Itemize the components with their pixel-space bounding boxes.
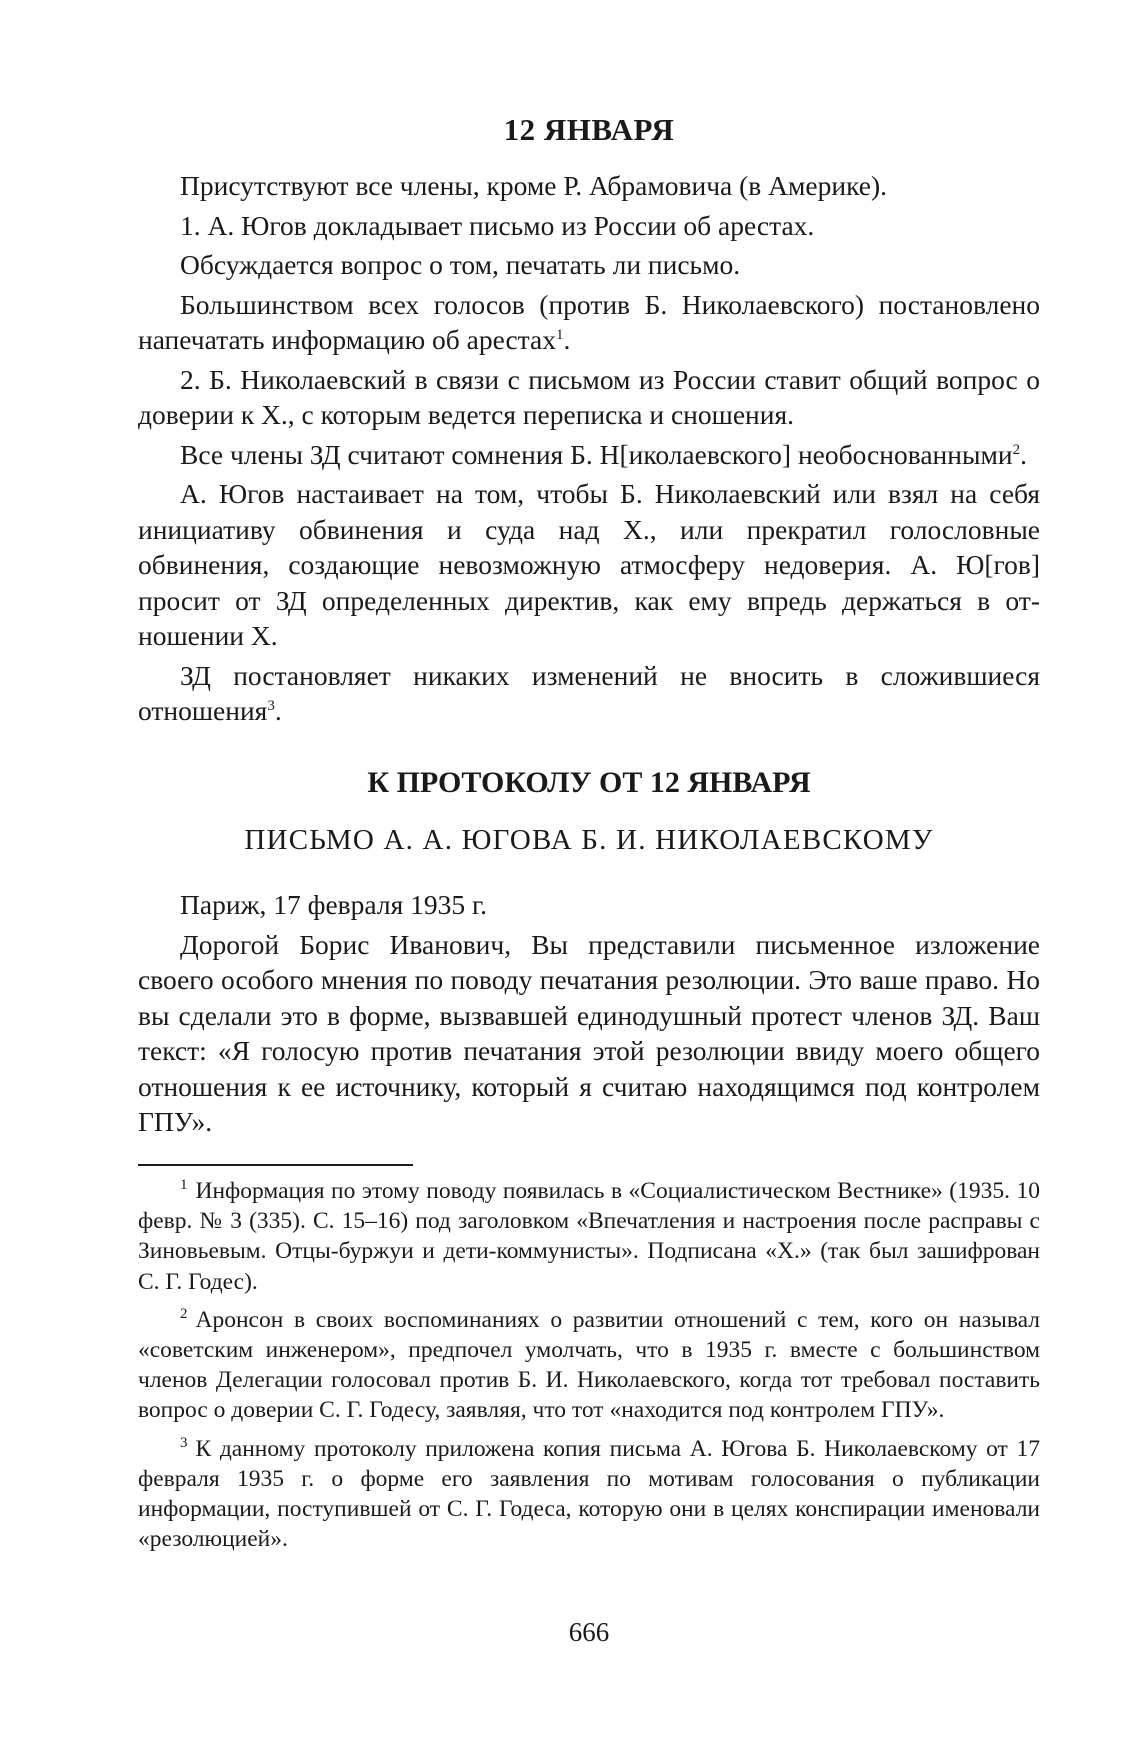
letter-dateline: Париж, 17 февраля 1935 г. (180, 889, 488, 920)
footnote-text: Аронсон в своих воспоминаниях о развитии отношений с тем, кого он называл «советским инженером», предпочел умолчать, что в 1935 г. вместе с большинством членов Делегации голосовал против Б. И. Николаевского, когда тот требовал поставить вопрос о доверии С. Г. Годесу, заявляя, что тот «находится под контролем ГПУ». (138, 1306, 1040, 1424)
paragraph-text: А. Югов настаивает на том, чтобы Б. Николаевский или взял на себя инициативу обвинения и суда над Х., или прекратил голословные обвинения, создающие невозможную атмосферу недоверия. А. Ю[гов] просит от ЗД определенных директив, как ему впредь держаться в отношении Х. (138, 478, 1040, 651)
footnotes (138, 1176, 1040, 1554)
paragraph (138, 362, 1040, 433)
footnote-number: 3 (180, 1434, 188, 1451)
paragraph-text: Все члены ЗД считают сомнения Б. Н[иколаевского] необоснованными (180, 438, 1013, 470)
footnote-text: К данному протоколу приложена копия письма А. Югова Б. Николаевскому от 17 февраля 1935 г. о форме его заявления по мотивам голосования о публикации информации, поступившей от С. Г. Годеса, которую они в целях конспирации именовали «резолюцией». (138, 1435, 1040, 1553)
section-title: 12 ЯНВАРЯ (503, 112, 675, 147)
page-number: 666 (568, 1617, 610, 1647)
paragraph (138, 476, 1040, 654)
appendix-title: К ПРОТОКОЛУ ОТ 12 ЯНВАРЯ (367, 766, 811, 799)
paragraph-text: ЗД постановляет никаких изменений не вносить в сложившиеся отношения (138, 659, 1040, 726)
paragraph-text: Присутствуют все члены, кроме Р. Абрамовича (в Америке). (180, 170, 887, 201)
paragraph (138, 168, 1040, 204)
footnote-number: 1 (180, 1177, 188, 1194)
footnote-ref[interactable]: 2 (1012, 441, 1021, 458)
paragraph-text: 1. А. Югов докладывает письмо из России об арестах. (180, 209, 815, 241)
paragraph (138, 658, 1040, 729)
letter-title: ПИСЬМО А. А. ЮГОВА Б. И. НИКОЛАЕВСКОМУ (244, 824, 934, 856)
paragraph-text: Большинством всех голосов (против Б. Николаевского) постановлено напечатать информацию об арестах (138, 288, 1040, 355)
footnote (138, 1176, 1040, 1297)
footnote-ref[interactable]: 1 (556, 326, 564, 343)
paragraph-text: Обсуждается вопрос о том, печатать ли письмо. (180, 249, 741, 280)
paragraph (138, 208, 1040, 244)
footnote (138, 1305, 1040, 1426)
letter-paragraph: Дорогой Борис Иванович, Вы представили письменное изложение своего особого мнения по поводу печатания резолюции. Это ваше право. Но вы сделали это в форме, вызвавшей единодушный протест членов ЗД. Ваш текст: «Я голосую против печатания этой резолюции ввиду моего общего отношения к ее источнику, который я считаю находящимся под контролем ГПУ». (138, 928, 1040, 1137)
footnote-text: Информация по этому поводу появилась в «Социалистическом Вестнике» (1935. 10 февр. № 3 (335). С. 15–16) под заголовком «Впечатления и настроения после расправы с Зиновьевым. Отцы-буржуи и дети-коммунисты». Подписана «Х.» (так был зашифрован С. Г. Годес). (138, 1178, 1040, 1295)
paragraph (138, 287, 1040, 358)
footnote-ref[interactable]: 3 (267, 697, 275, 714)
footnote (138, 1434, 1040, 1555)
punctuation: . (274, 695, 282, 726)
appendix-heading (138, 766, 1040, 857)
footnote-separator (138, 1164, 413, 1166)
punctuation: . (563, 324, 571, 355)
paragraph (138, 247, 1040, 283)
letter-body (138, 887, 1040, 1140)
minutes-body (138, 168, 1040, 729)
paragraph-text: 2. Б. Николаевский в связи с письмом из России ставит общий вопрос о доверии к Х., с которым ведется переписка и сношения. (138, 363, 1040, 430)
punctuation: . (1020, 438, 1027, 470)
paragraph (138, 437, 1040, 473)
footnote-number: 2 (180, 1305, 188, 1322)
